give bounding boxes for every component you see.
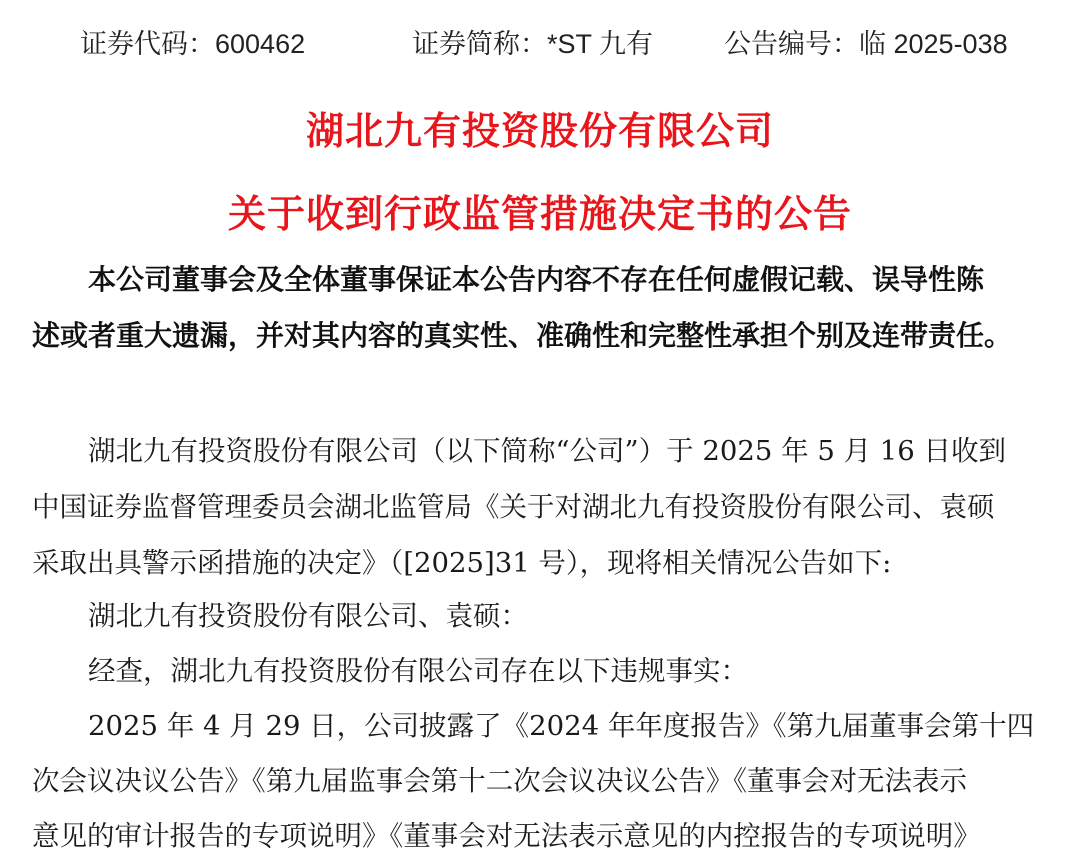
body-paragraph-4-line-2: 次会议决议公告》《第九届监事会第十二次会议决议公告》《董事会对无法表示 xyxy=(32,765,967,797)
body-paragraph-1-line-2: 中国证券监督管理委员会湖北监管局《关于对湖北九有投资股份有限公司、袁硕 xyxy=(32,491,995,523)
body-paragraph-1-line-1: 湖北九有投资股份有限公司（以下简称“公司”）于 2025 年 5 月 16 日收到 xyxy=(88,435,1007,467)
notice-number: 公告编号：临 2025-038 xyxy=(724,29,1008,59)
notice-subject-title: 关于收到行政监管措施决定书的公告 xyxy=(227,192,852,236)
security-name: 证券简称：*ST 九有 xyxy=(412,29,654,59)
body-paragraph-3: 经查，湖北九有投资股份有限公司存在以下违规事实： xyxy=(88,655,748,687)
disclaimer-line-1: 本公司董事会及全体董事保证本公告内容不存在任何虚假记载、误导性陈 xyxy=(88,263,985,296)
body-paragraph-1-line-3: 采取出具警示函措施的决定》（[2025]31 号），现将相关情况公告如下: xyxy=(32,547,892,579)
company-title: 湖北九有投资股份有限公司 xyxy=(305,109,774,153)
body-paragraph-2: 湖北九有投资股份有限公司、袁硕： xyxy=(88,600,528,632)
body-paragraph-4-line-3: 意见的审计报告的专项说明》《董事会对无法表示意见的内控报告的专项说明》 xyxy=(32,820,981,852)
document-header xyxy=(0,18,1080,62)
body-paragraph-4-line-1: 2025 年 4 月 29 日，公司披露了《2024 年年度报告》《第九届董事会第十四 xyxy=(88,710,1035,742)
disclaimer-line-2: 述或者重大遗漏，并对其内容的真实性、准确性和完整性承担个别及连带责任。 xyxy=(32,319,1013,352)
security-code: 证券代码：600462 xyxy=(80,29,306,59)
